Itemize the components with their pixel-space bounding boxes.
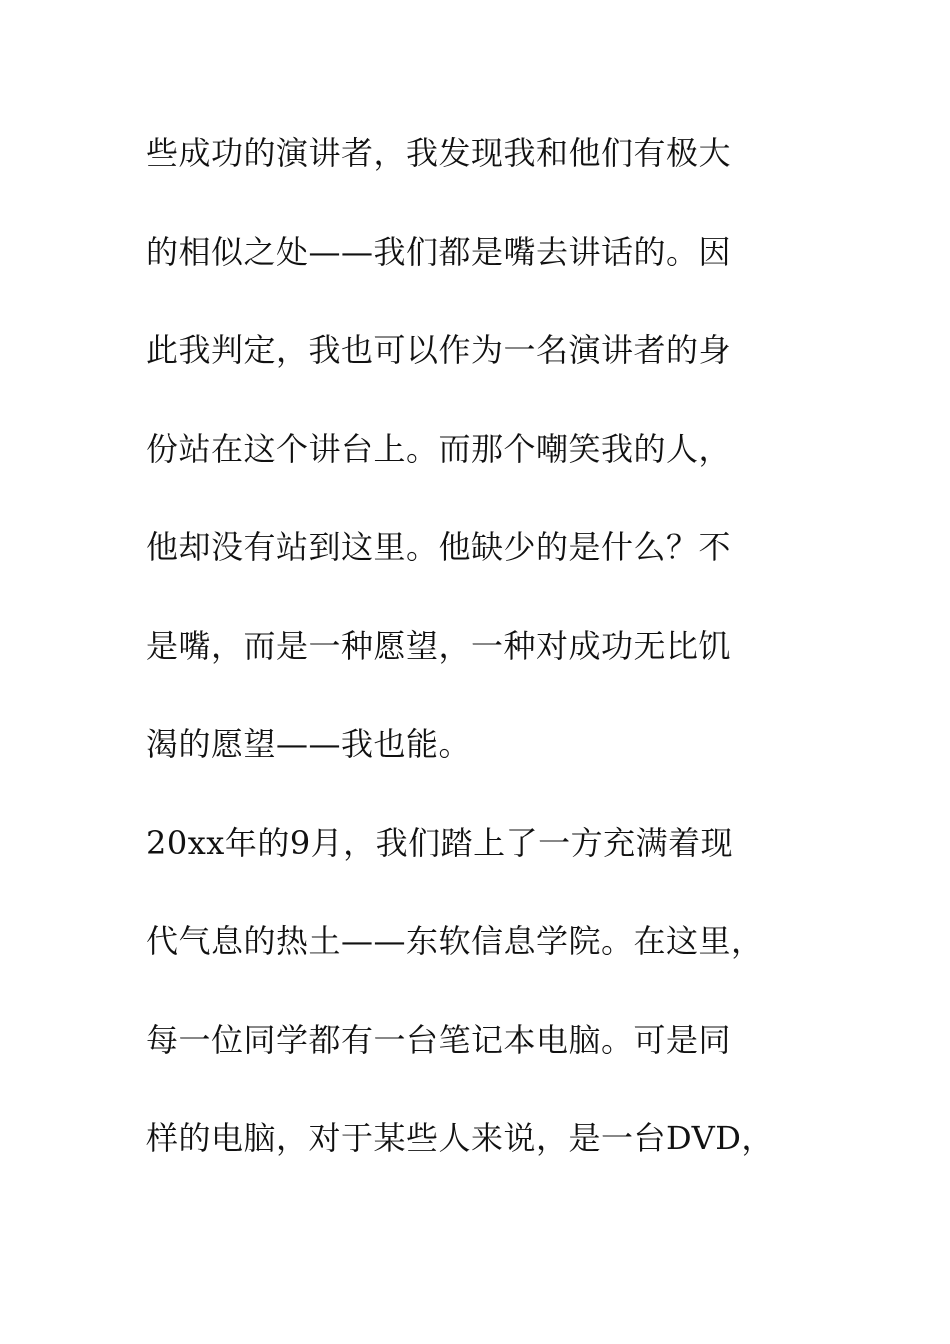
text-line: 每一位同学都有一台笔记本电脑。可是同 — [146, 1020, 732, 1059]
text-line: 的相似之处——我们都是嘴去讲话的。因 — [146, 232, 732, 271]
body-text — [146, 128, 796, 1212]
text-line: 样的电脑，对于某些人来说，是一台DVD， — [146, 1119, 774, 1157]
text-line: 是嘴，而是一种愿望，一种对成功无比饥 — [146, 626, 732, 665]
text-line: 他却没有站到这里。他缺少的是什么？不 — [146, 528, 732, 566]
text-line: 些成功的演讲者，我发现我和他们有极大 — [146, 134, 732, 172]
text-line: 20xx年的9月，我们踏上了一方充满着现 — [146, 823, 734, 862]
text-line: 代气息的热土——东软信息学院。在这里， — [146, 922, 764, 960]
text-line: 此我判定，我也可以作为一名演讲者的身 — [146, 331, 732, 369]
text-line: 份站在这个讲台上。而那个嘲笑我的人， — [146, 429, 732, 468]
text-line: 渴的愿望——我也能。 — [146, 725, 472, 763]
